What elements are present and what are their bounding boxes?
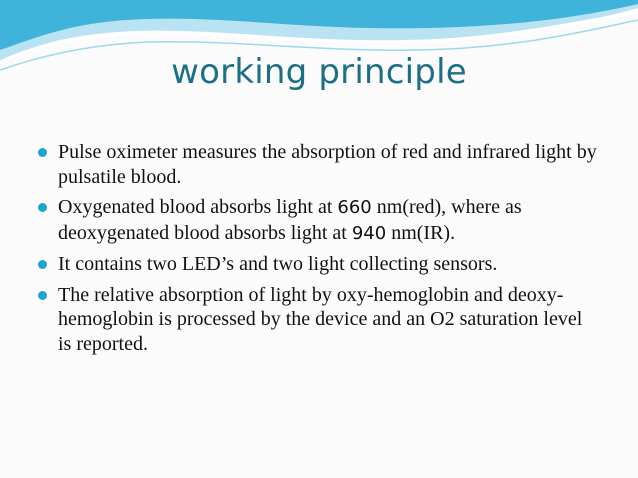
bullet-dot-icon <box>38 260 47 269</box>
list-item <box>0 283 638 357</box>
list-item <box>0 252 638 277</box>
bullet-text: It contains two LED’s and two light collecting sensors. <box>58 253 498 275</box>
bullet-list <box>0 140 638 362</box>
bullet-dot-icon <box>38 148 47 157</box>
slide-title: working principle <box>171 52 467 92</box>
bullet-text-mid: nm(red), where as deoxygenated blood absorbs light at <box>58 196 522 244</box>
list-item <box>0 140 638 189</box>
bullet-text-post: nm(IR). <box>386 221 456 244</box>
wavelength-ir-value: 940 <box>351 222 387 244</box>
wavelength-red-value: 660 <box>337 197 372 218</box>
bullet-dot-icon <box>38 203 47 212</box>
bullet-dot-icon <box>38 291 47 300</box>
bullet-text: Pulse oximeter measures the absorption of red and infrared light by pulsatile blood. <box>58 141 597 188</box>
list-item <box>0 195 638 246</box>
bullet-text: The relative absorption of light by oxy-hemoglobin and deoxy-hemoglobin is processed by the device and an O2 saturation level is reported. <box>58 283 583 355</box>
bullet-text-pre: Oxygenated blood absorbs light at <box>58 196 338 218</box>
